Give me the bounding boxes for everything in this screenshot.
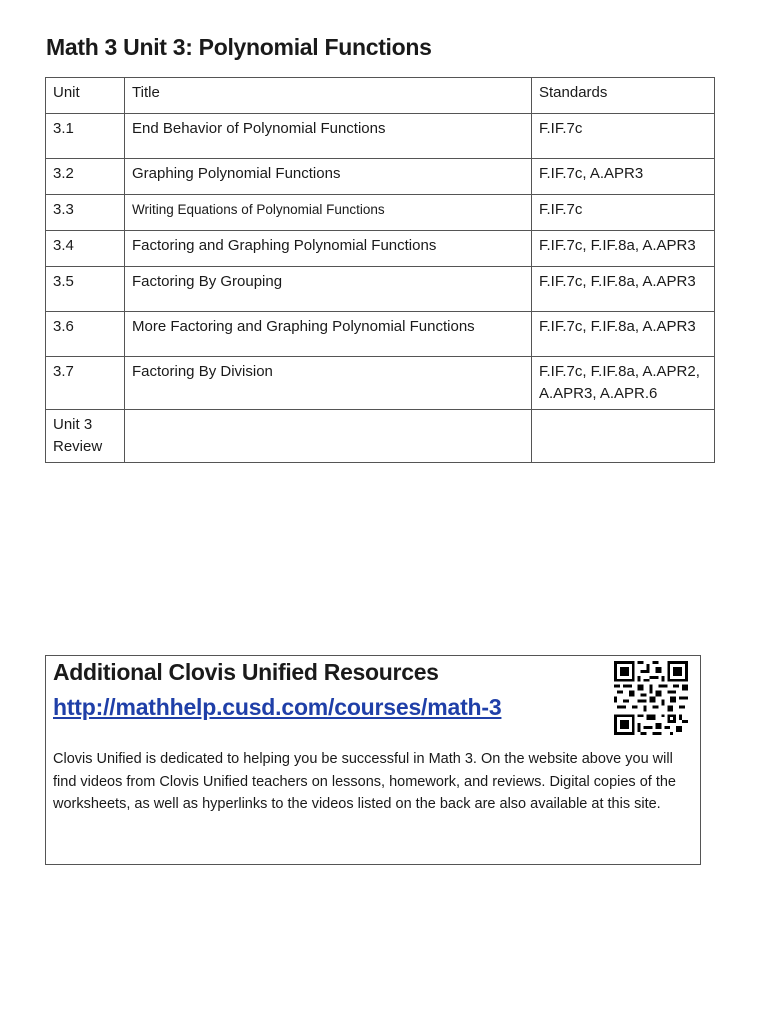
table-row: [46, 410, 715, 463]
cell-unit: 3.7: [46, 357, 125, 410]
cell-title: Graphing Polynomial Functions: [125, 159, 532, 195]
table-row: [46, 231, 715, 267]
cell-unit: Unit 3 Review: [46, 410, 125, 463]
qr-code-icon: [614, 661, 688, 735]
table-row: [46, 114, 715, 159]
page-title: Math 3 Unit 3: Polynomial Functions: [46, 34, 432, 60]
cell-title: Factoring By Grouping: [125, 267, 532, 312]
cell-unit: 3.1: [46, 114, 125, 159]
cell-unit: 3.3: [46, 195, 125, 231]
cell-standards: F.IF.7c, A.APR3: [532, 159, 715, 195]
cell-standards: F.IF.7c: [532, 195, 715, 231]
cell-title: Factoring and Graphing Polynomial Functions: [125, 231, 532, 267]
cell-standards: [532, 410, 715, 463]
cell-standards: F.IF.7c, F.IF.8a, A.APR2, A.APR3, A.APR.6: [532, 357, 715, 410]
cell-title: [125, 410, 532, 463]
table-row: [46, 267, 715, 312]
header-title: Title: [125, 78, 532, 114]
header-unit: Unit: [46, 78, 125, 114]
cell-title: More Factoring and Graphing Polynomial Functions: [125, 312, 532, 357]
cell-unit: 3.6: [46, 312, 125, 357]
cell-standards: F.IF.7c, F.IF.8a, A.APR3: [532, 231, 715, 267]
cell-unit: 3.4: [46, 231, 125, 267]
cell-standards: F.IF.7c, F.IF.8a, A.APR3: [532, 312, 715, 357]
table-row: [46, 195, 715, 231]
cell-title: Writing Equations of Polynomial Functions: [125, 195, 532, 231]
cell-unit: 3.2: [46, 159, 125, 195]
resources-description: Clovis Unified is dedicated to helping you be successful in Math 3. On the website above you will find videos from Clovis Unified teachers on lessons, homework, and reviews. Digital copies of the worksheets, as well as hyperlinks to the videos listed on the back are also available at this site.: [53, 751, 676, 812]
cell-unit: 3.5: [46, 267, 125, 312]
table-row: [46, 357, 715, 410]
header-standards: Standards: [532, 78, 715, 114]
table-row: [46, 159, 715, 195]
unit-table: [45, 77, 715, 463]
resources-title: Additional Clovis Unified Resources: [53, 659, 439, 685]
resources-link[interactable]: http://mathhelp.cusd.com/courses/math-3: [53, 694, 502, 720]
table-header-row: [46, 78, 715, 114]
cell-title: End Behavior of Polynomial Functions: [125, 114, 532, 159]
table-row: [46, 312, 715, 357]
resources-box: [45, 655, 701, 865]
cell-standards: F.IF.7c, F.IF.8a, A.APR3: [532, 267, 715, 312]
cell-standards: F.IF.7c: [532, 114, 715, 159]
cell-title: Factoring By Division: [125, 357, 532, 410]
